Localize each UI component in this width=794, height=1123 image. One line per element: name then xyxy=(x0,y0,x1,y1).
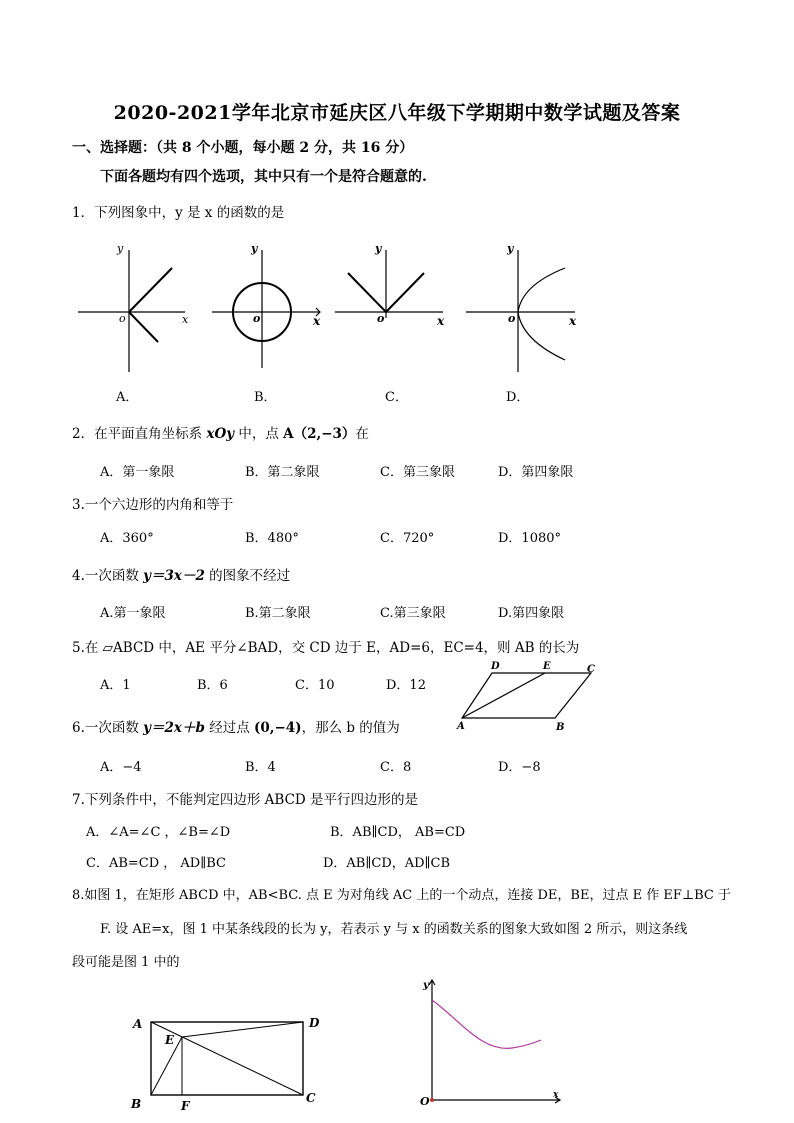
q8-fig2-origin-label: O xyxy=(420,1095,430,1108)
page-title: 2020-2021学年北京市延庆区八年级下学期期中数学试题及答案 xyxy=(113,102,681,124)
q1b-origin-label: o xyxy=(253,312,261,325)
q2-option-a: A．第一象限 xyxy=(100,465,175,480)
q4-stem: 4.一次函数 y＝3x－2 的图象不经过 xyxy=(72,568,291,584)
q1-stem: 1．下列图象中，y 是 x 的函数的是 xyxy=(72,205,285,221)
q5-label-b: B xyxy=(556,722,565,733)
q5-label-a: A xyxy=(457,721,465,732)
q7-option-a: A．∠A=∠C ，∠B=∠D xyxy=(86,825,231,840)
q8-stem-line3: 段可能是图 1 中的 xyxy=(72,955,180,970)
q5-label-c: C xyxy=(587,664,595,675)
q5-label-e: E xyxy=(543,661,551,672)
q8-fig2-y-label: y xyxy=(423,980,429,991)
q1a-origin-label: o xyxy=(119,312,126,325)
q5-option-a: A．1 xyxy=(100,678,131,693)
q8-fig1-label-b: B xyxy=(131,1097,142,1111)
q1a-y-label: y xyxy=(117,242,124,255)
q1c-y-label: y xyxy=(375,242,382,255)
q6-option-c: C．8 xyxy=(380,760,412,775)
q5-label-d: D xyxy=(491,661,500,672)
q4-option-c: C.第三象限 xyxy=(380,606,446,621)
q8-fig1-label-f: F xyxy=(181,1099,190,1113)
section-heading: 一、选择题：（共 8 个小题，每小题 2 分，共 16 分） xyxy=(72,140,414,156)
q7-option-d: D．AB∥CD，AD∥CB xyxy=(323,856,451,871)
section-instruction: 下面各题均有四个选项，其中只有一个是符合题意的. xyxy=(100,169,427,185)
q1b-y-label: y xyxy=(251,242,258,255)
q5-option-c: C．10 xyxy=(295,678,335,693)
q1-option-b: B． xyxy=(254,390,277,405)
q6-option-a: A．−4 xyxy=(100,760,142,775)
q7-stem: 7.下列条件中，不能判定四边形 ABCD 是平行四边形的是 xyxy=(72,792,419,808)
q2-option-b: B．第二象限 xyxy=(245,465,320,480)
q1b-x-label: x xyxy=(313,314,321,328)
q1c-origin-label: o xyxy=(377,312,385,325)
q6-option-b: B．4 xyxy=(245,760,276,775)
q3-option-b: B．480° xyxy=(245,531,299,546)
q8-fig1-label-e: E xyxy=(165,1033,175,1047)
q6-stem: 6.一次函数 y＝2x＋b 经过点 (0,−4)，那么 b 的值为 xyxy=(72,720,400,736)
q3-option-a: A．360° xyxy=(100,531,154,546)
q1c-x-label: x xyxy=(437,314,445,328)
q3-stem: 3.一个六边形的内角和等于 xyxy=(72,497,234,513)
q1-option-a: A． xyxy=(116,390,139,405)
q8-fig2-x-label: x xyxy=(553,1090,559,1100)
q1d-y-label: y xyxy=(507,242,514,255)
q2-stem: 2．在平面直角坐标系 xOy 中，点 A（2,−3）在 xyxy=(72,426,369,442)
q3-option-c: C．720° xyxy=(380,531,435,546)
q8-fig1-label-a: A xyxy=(133,1017,143,1031)
q4-option-b: B.第二象限 xyxy=(245,606,311,621)
q1d-origin-label: o xyxy=(508,312,516,325)
q1-option-d: D． xyxy=(506,390,530,405)
q6-option-d: D．−8 xyxy=(498,760,541,775)
q1-option-c: C． xyxy=(385,390,408,405)
q7-option-b: B．AB∥CD， AB=CD xyxy=(330,825,466,840)
q4-option-d: D.第四象限 xyxy=(498,606,565,621)
q8-fig1-label-d: D xyxy=(309,1016,320,1030)
q2-option-c: C．第三象限 xyxy=(380,465,455,480)
q2-option-d: D．第四象限 xyxy=(498,465,574,480)
q4-option-a: A.第一象限 xyxy=(100,606,166,621)
q7-option-c: C．AB=CD ， AD∥BC xyxy=(86,856,226,871)
q3-option-d: D．1080° xyxy=(498,531,562,546)
q1a-x-label: x xyxy=(182,313,189,326)
q1d-x-label: x xyxy=(569,314,577,328)
q8-fig1-label-c: C xyxy=(306,1091,316,1105)
q5-option-b: B．6 xyxy=(197,678,228,693)
q5-option-d: D．12 xyxy=(386,678,426,693)
q8-stem-line1: 8.如图 1，在矩形 ABCD 中，AB<BC. 点 E 为对角线 AC 上的一个动点，连接 DE，BE，过点 E 作 EF⊥BC 于 xyxy=(72,888,731,903)
q8-stem-line2: F. 设 AE=x，图 1 中某条线段的长为 y，若表示 y 与 x 的函数关系的图象大致如图 2 所示，则这条线 xyxy=(100,922,688,937)
q5-stem: 5.在 ▱ABCD 中，AE 平分∠BAD，交 CD 边于 E，AD=6，EC=4，则 AB 的长为 xyxy=(72,640,580,656)
